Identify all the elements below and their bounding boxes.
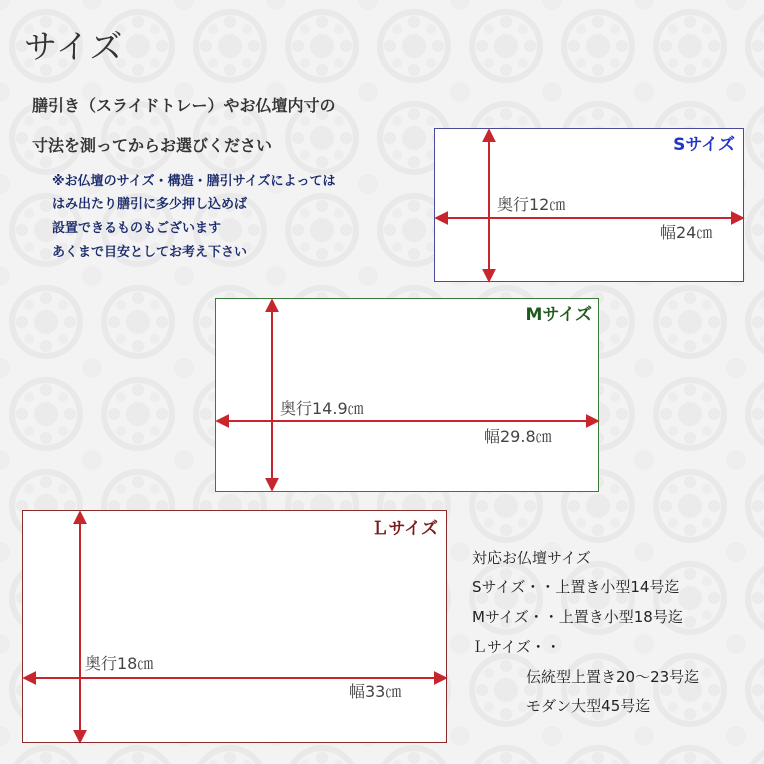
intro-line-2: 寸法を測ってからお選びください <box>32 136 273 155</box>
l-depth-label: 奥行18㎝ <box>85 654 154 673</box>
page-title: サイズ <box>24 27 124 66</box>
compat-l-modern: モダン大型45号迄 <box>526 697 651 715</box>
s-depth-label: 奥行12㎝ <box>497 195 566 214</box>
l-width-label: 幅33㎝ <box>349 682 402 701</box>
intro-line-1: 膳引き（スライドトレー）やお仏壇内寸の <box>32 96 336 115</box>
compat-s: Sサイズ・・上置き小型14号迄 <box>472 578 680 596</box>
m-width-label: 幅29.8㎝ <box>484 427 552 446</box>
compat-heading: 対応お仏壇サイズ <box>472 549 591 567</box>
note-line-3: 設置できるものもございます <box>52 221 222 236</box>
m-depth-label: 奥行14.9㎝ <box>280 399 364 418</box>
note-line-2: はみ出たり膳引に多少押し込めば <box>52 197 248 212</box>
note-line-1: ※お仏壇のサイズ・構造・膳引サイズによっては <box>52 174 336 189</box>
l-size-label: Ｌサイズ <box>371 519 438 539</box>
m-size-label: Mサイズ <box>525 305 592 325</box>
compat-m: Mサイズ・・上置き小型18号迄 <box>472 608 683 626</box>
s-size-label: Sサイズ <box>673 135 735 155</box>
compat-l: Ｌサイズ・・ <box>472 638 561 656</box>
note-line-4: あくまで目安としてお考え下さい <box>52 245 248 260</box>
compat-l-traditional: 伝統型上置き20～23号迄 <box>526 668 700 686</box>
s-width-label: 幅24㎝ <box>660 223 713 242</box>
